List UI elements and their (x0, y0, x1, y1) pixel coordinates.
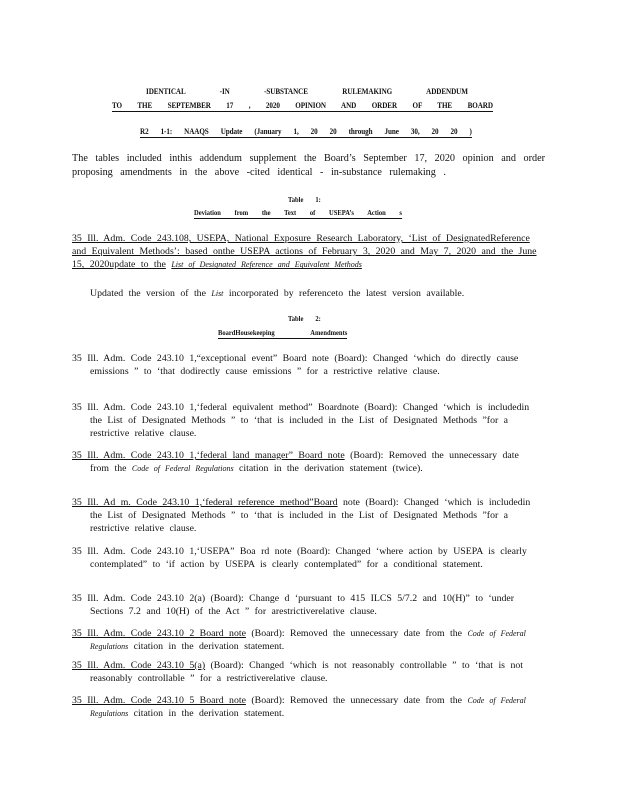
intro-paragraph: The tables included inthis addendum supplement the Board’s September 17, 2020 opinion and order proposing amendments in the above -cited identical - in-substance rulemaking . (72, 153, 545, 178)
list-item-text: 35 Ill. Adm. Code 243.10 1,‘USEPA” Boa rd note (Board): Changed ‘where action by USEPA is clearly contemplated” to ‘if action by USEPA is clearly contemplated” for a conditional statement. (72, 546, 527, 571)
list-item-tail: citation in the derivation statement (twice). (239, 463, 423, 475)
list-item (72, 352, 540, 378)
table1-citation (72, 232, 540, 272)
table1-label: Table 1: (288, 195, 321, 204)
list-item (72, 627, 540, 653)
list-item-tail: citation in the derivation statement. (133, 708, 285, 720)
table1-citation-text: 35 Ill. Adm. Code 243.108, USEPA, National Exposure Research Laboratory, ‘List of DesignatedReference and Equivalent Methods’: based onthe USEPA actions of February 3, 2020 and May 7, 2020 and the June 15, 2020update to the (72, 233, 537, 271)
list-item-lead: 35 Ill. Adm. Code 243.10 5(a) (72, 660, 206, 671)
list-item-italic: Code of Federal Regulations (90, 696, 526, 719)
table1-citation-italic: List of Designated Reference and Equivalent Methods (171, 260, 362, 270)
list-item-text: note (Board): Changed ‘which is includedin the List of Designated Methods ” to ‘that is included in the List of Designated Methods ”for a restrictive relative clause. (90, 497, 531, 535)
table1-description-post: incorporated by referenceto the latest version available. (228, 288, 465, 299)
list-item (72, 592, 540, 618)
list-item-italic: Code of Federal Regulations (90, 629, 526, 652)
table1-description (90, 287, 540, 300)
list-item-text: 35 Ill. Adm. Code 243.10 2(a) (Board): Change d ‘pursuant to 415 ILCS 5/7.2 and 10(H)” to ‘under Sections 7.2 and 10(H) of the Act ” for arestrictiverelative clause. (72, 593, 514, 618)
addendum-title-line2: TO THE SEPTEMBER 17 , 2020 OPINION AND ORDER OF THE BOARD (112, 101, 493, 110)
list-item (72, 449, 540, 475)
list-item-text: 35 Ill. Adm. Code 243.10 1,“exceptional event” Board note (Board): Changed ‘which do directly cause emissions ” to ‘that dodirectly cause emissions ” for a restrictive relative clause. (72, 353, 519, 378)
list-item-text: (Board): Removed the unnecessary date from the (90, 450, 519, 475)
list-item-tail: citation in the derivation statement. (133, 641, 285, 653)
table2-label: Table 2: (288, 314, 321, 323)
list-item-lead: 35 Ill. Ad m. Code 243.10 1,‘federal reference method”Board (72, 497, 338, 508)
list-item-italic: Code of Federal Regulations (131, 464, 234, 474)
docket-line: R2 1-1: NAAQS Update (January 1, 20 20 through June 30, 20 20 ) (140, 127, 472, 136)
list-item (72, 401, 540, 441)
table2-title: BoardHousekeeping Amendments (218, 328, 348, 337)
list-item-text: (Board): Changed ‘which is not reasonably controllable ” to ‘that is not reasonably controllable ” for a restrictiverelative clause. (90, 660, 523, 685)
list-item (72, 545, 540, 571)
list-item (72, 659, 540, 685)
table1-description-italic: List (211, 289, 224, 298)
list-item-lead: 35 Ill. Adm. Code 243.10 5 Board note (72, 695, 246, 706)
list-item (72, 694, 540, 720)
list-item-text: (Board): Removed the unnecessary date from the (251, 628, 462, 639)
list-item-lead: 35 Ill. Adm. Code 243.10 1,‘federal land manager” Board note (72, 450, 345, 461)
list-item (72, 496, 540, 536)
table1-description-pre: Updated the version of the (90, 288, 206, 299)
addendum-title-line1: IDENTICAL -IN -SUBSTANCE RULEMAKING ADDENDUM (146, 87, 468, 96)
table1-title: Deviation from the Text of USEPA’s Action s (194, 208, 402, 217)
list-item-text: 35 Ill. Adm. Code 243.10 1,‘federal equivalent method” Boardnote (Board): Changed ‘which is includedin the List of Designated Methods ” to ‘that is included in the List of Designated Methods ”for a restrictive relative clause. (72, 402, 530, 440)
list-item-lead: 35 Ill. Adm. Code 243.10 2 Board note (72, 628, 246, 639)
list-item-text: (Board): Removed the unnecessary date from the (251, 695, 462, 706)
